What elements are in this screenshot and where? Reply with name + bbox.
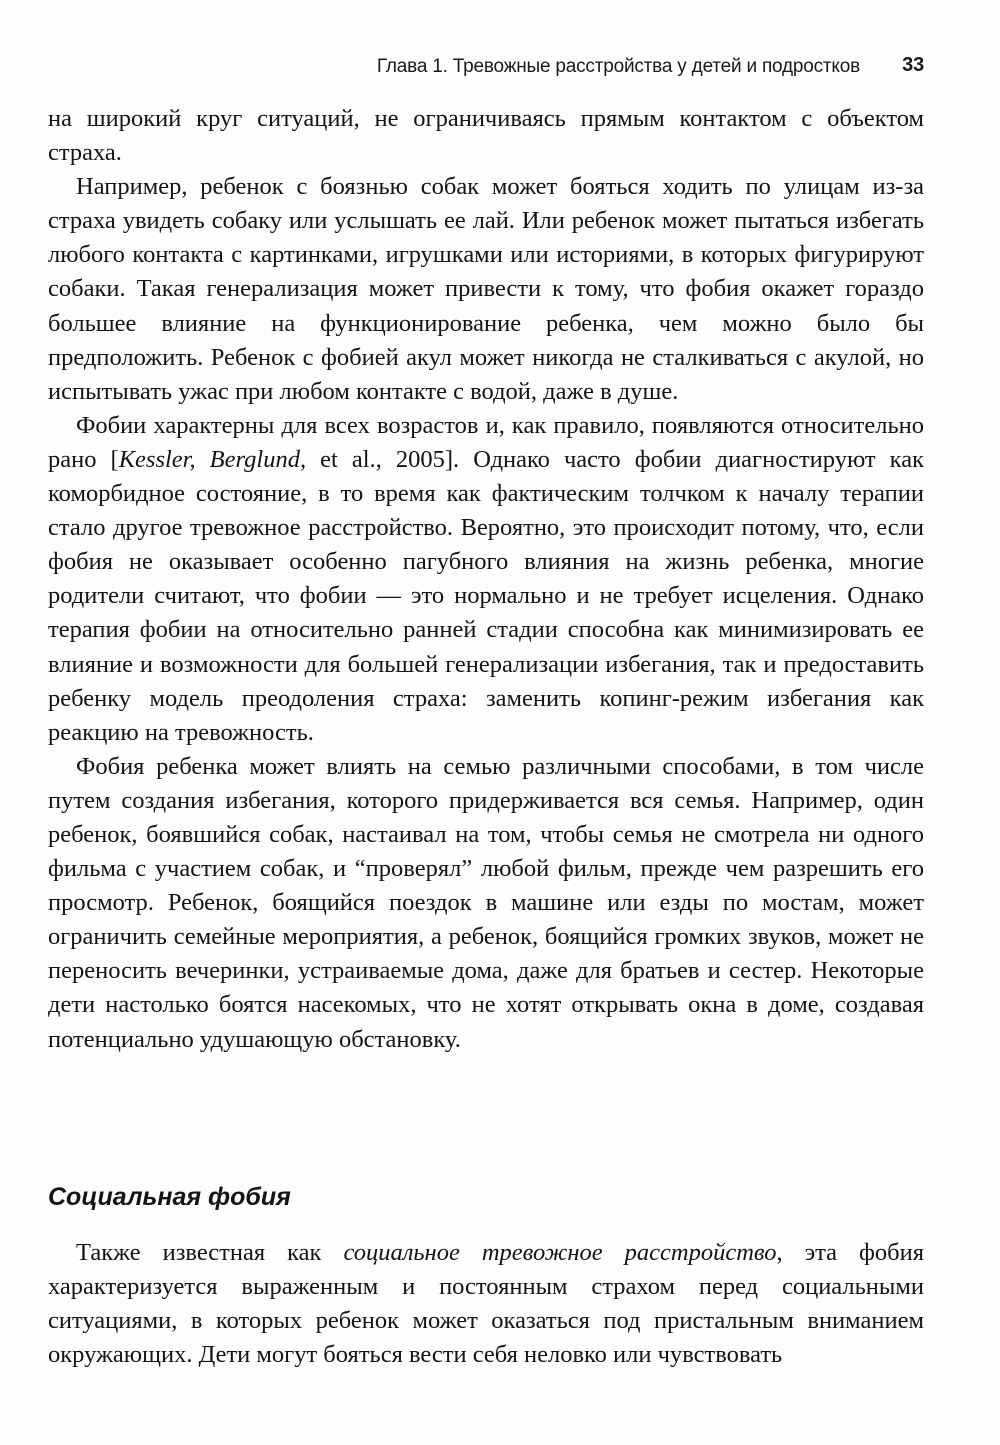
body-text xyxy=(48,102,924,1057)
paragraph-onset xyxy=(48,409,924,750)
onset-text-start: Фобии характерны для всех возрастов и, как правило, появляются относительно рано [ xyxy=(48,411,924,473)
social-lead: Также известная как xyxy=(76,1239,344,1266)
section-heading: Социальная фобия xyxy=(48,1183,291,1211)
social-term: социальное тревожное расстройство xyxy=(343,1239,777,1266)
running-title: Глава 1. Тревожные расстройства у детей и подростков xyxy=(376,56,860,77)
paragraph-family-impact: Фобия ребенка может влиять на семью различными способами, в том числе путем создания избегания, которого придерживается вся семья. Например, один ребенок, боявшийся собак, настаивал на том, чтобы семья не смотрела ни одного фильма с участием собак, и “проверял” любой фильм, прежде чем разрешить его просмотр. Ребенок, боящийся поездок в машине или езды по мостам, может ограничить семейные мероприятия, а ребенок, боящийся громких звуков, может не переносить вечеринки, устраиваемые дома, даже для братьев и сестер. Некоторые дети настолько боятся насекомых, что не хотят открывать окна в доме, создавая потенциально удушающую обстановку. xyxy=(48,752,924,1053)
page-number: 33 xyxy=(902,54,924,76)
running-header xyxy=(48,52,924,82)
citation-rest: et al., 2005] xyxy=(306,445,454,473)
social-rest: , эта фобия характеризуется выраженным и постоянным страхом перед социальными ситуациями, в которых ребенок может оказаться под пристальным вниманием окружающих. Дети могут бояться вести себя неловко или чувствовать xyxy=(48,1239,924,1369)
paragraph-generalization: Например, ребенок с боязнью собак может бояться ходить по улицам из-за страха увидеть собаку или услышать ее лай. Или ребенок может пытаться избегать любого контакта с картинками, игрушками или историями, в которых фигурируют собаки. Такая генерализация может привести к тому, что фобия окажет гораздо большее влияние на функционирование ребенка, чем можно было бы предположить. Ребенок с фобией акул может никогда не сталкиваться с акулой, но испытывать ужас при любом контакте с водой, даже в душе. xyxy=(48,173,924,405)
paragraph-continuation: на широкий круг ситуаций, не ограничиваясь прямым контактом с объектом страха. xyxy=(48,105,924,167)
citation-authors: Kessler, Berglund, xyxy=(118,445,307,473)
onset-text-end: . Однако часто фобии диагностируют как коморбидное состояние, в то время как фактическим толчком к началу терапии стало другое тревожное расстройство. Вероятно, это происходит потому, что, если фобия не оказывает особенно пагубного влияния на жизнь ребенка, многие родители считают, что фобии — это нормально и не требует исцеления. Однако терапия фобии на относительно ранней стадии способна как минимизировать ее влияние и возможности для большей генерализации избегания, так и предоставить ребенку модель преодоления страха: заменить копинг-режим избегания как реакцию на тревожность. xyxy=(48,445,924,746)
paragraph-social-phobia xyxy=(48,1236,924,1372)
section-text xyxy=(48,1236,924,1372)
